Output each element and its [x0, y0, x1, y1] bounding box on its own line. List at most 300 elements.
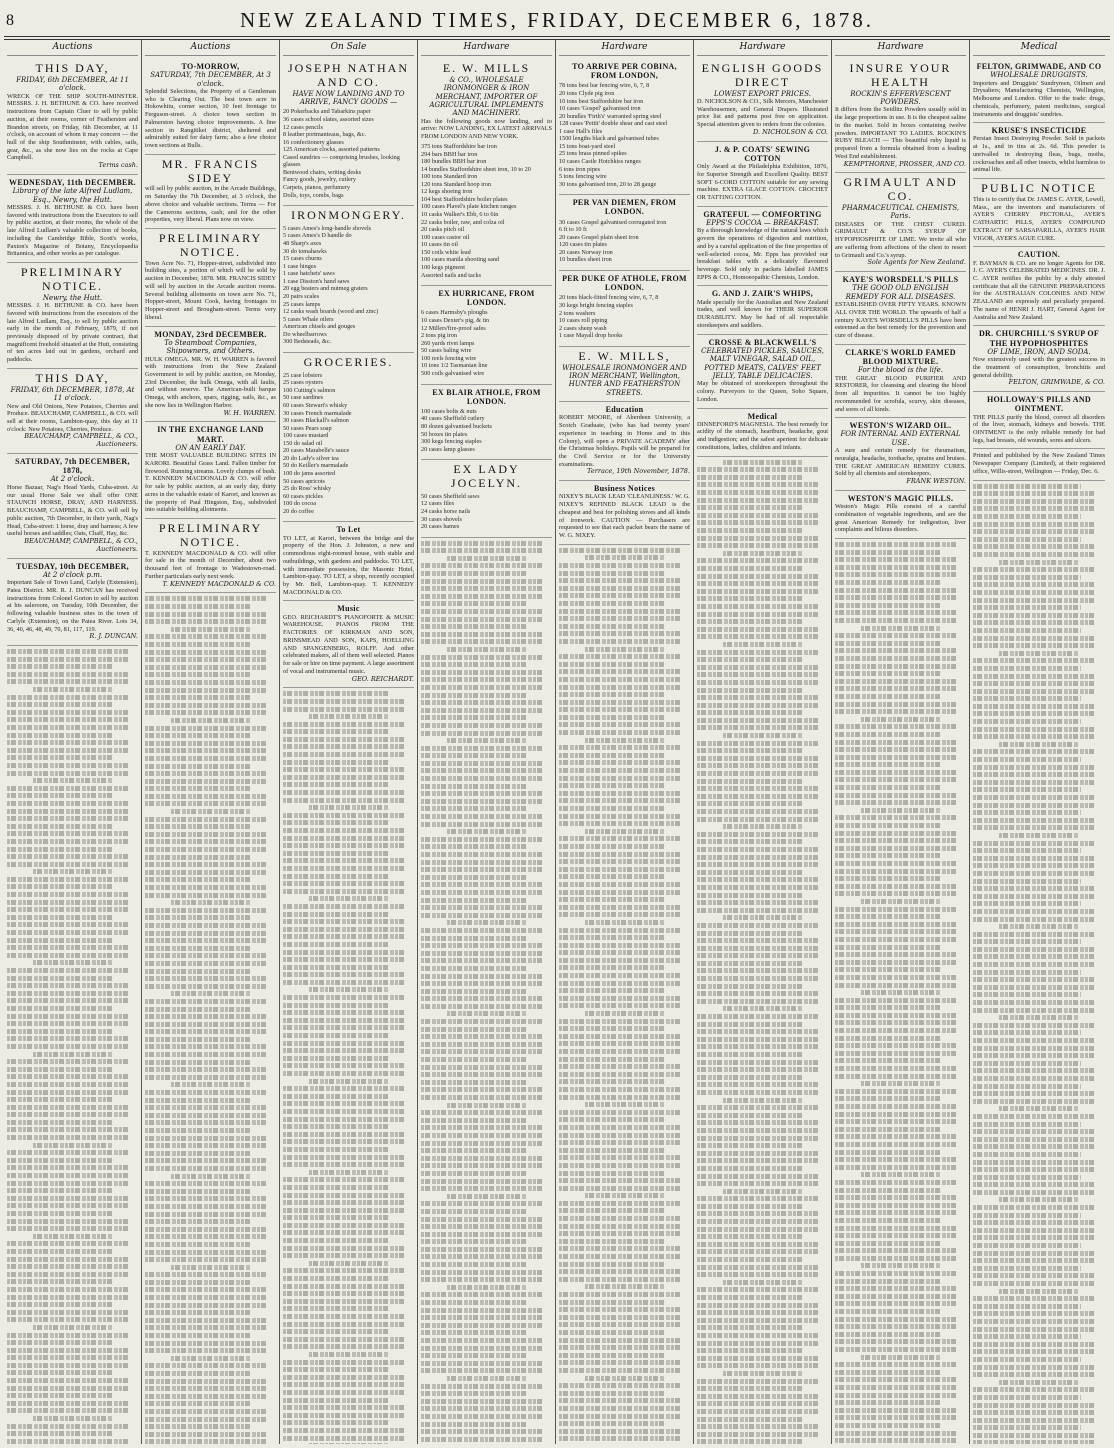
small-print-line: [421, 753, 528, 758]
small-print-line: [973, 871, 1094, 876]
small-print-line: [697, 695, 818, 700]
small-print-line: [421, 1027, 528, 1032]
advertisement: [7, 263, 138, 369]
goods-list: [421, 309, 552, 377]
small-print-line: [145, 1037, 252, 1042]
small-print-line: [835, 755, 956, 760]
small-print-line: [697, 801, 804, 806]
small-print-line: [697, 1211, 818, 1216]
small-print-line: [7, 945, 128, 950]
goods-list-item: 100 kegs pigment: [421, 263, 465, 271]
advertisement: [973, 326, 1105, 392]
small-print-line: [835, 1150, 942, 1155]
small-print-line: [559, 722, 680, 727]
small-print-line: [421, 1004, 542, 1009]
goods-list-item: 1 case hinges: [283, 262, 316, 270]
advertisement: [697, 409, 828, 457]
small-print-line: [861, 1172, 940, 1177]
small-print-line: [421, 1414, 542, 1419]
small-print-line: [421, 1209, 528, 1214]
small-print-line: [835, 1051, 956, 1056]
small-print-line: [973, 1122, 1081, 1127]
small-print-line: [835, 1226, 956, 1231]
small-print-texture: [283, 691, 414, 1444]
small-print-line: [145, 953, 266, 958]
small-print-line: [145, 877, 252, 882]
small-print-line: [973, 985, 1094, 990]
ad-subheading: CELEBRATED PICKLES, SAUCES, MALT VINEGAR, SALAD OIL, POTTED MEATS, CALVES' FEET JELLY, TABLE DELICACIES.: [701, 346, 824, 380]
small-print-line: [421, 814, 542, 819]
small-print-line: [697, 839, 804, 844]
small-print-line: [145, 596, 266, 601]
small-print-line: [973, 506, 1094, 511]
goods-list-item: 40 cases Sheffield cutlery: [421, 415, 485, 423]
small-print-line: [973, 1046, 1094, 1051]
small-print-line: [697, 953, 818, 958]
small-print-line: [973, 932, 1094, 937]
small-print-line: [145, 1432, 266, 1437]
small-print-line: [697, 1417, 804, 1422]
small-print-line: [283, 1155, 404, 1160]
small-print-line: [283, 1337, 404, 1342]
goods-list-item: 5 cases Whale oilers: [283, 315, 334, 323]
small-print-line: [835, 610, 956, 615]
small-print-line: [559, 601, 666, 606]
goods-list-item: 25 tons brass pinned spikes: [559, 150, 627, 158]
small-print-line: [973, 1266, 1081, 1271]
small-print-line: [421, 1125, 542, 1130]
small-print-line: [973, 1372, 1094, 1377]
advertisement: [973, 59, 1105, 123]
small-print-line: [973, 992, 1081, 997]
small-print-line: [421, 1080, 528, 1085]
goods-list-item: 60 cases pickles: [283, 492, 323, 500]
small-print-line: [973, 1099, 1094, 1104]
small-print-line: [283, 1420, 390, 1425]
ad-heading: IN THE EXCHANGE LAND MART.: [157, 425, 264, 444]
small-print-line: [421, 624, 528, 629]
small-print-line: [697, 1181, 818, 1186]
small-print-line: [973, 962, 1094, 967]
ad-heading: PRELIMINARY NOTICE.: [158, 521, 263, 549]
small-print-line: [723, 642, 802, 647]
goods-list-item: 30 cases Gospel galvanised corrugated iron: [559, 218, 667, 226]
small-print-line: [835, 1377, 956, 1382]
ad-body-text: Importers and Druggists' Sundrymen, Oilmen and Drysalters; Manufacturing Chemists, Wellington, Melbourne and London. Offer to the trade: drugs, chemicals, perfumery, patent medicines, surgical instruments and druggists' sundries.: [973, 79, 1105, 118]
small-print-line: [559, 1300, 666, 1305]
small-print-line: [835, 1301, 956, 1306]
small-print-line: [585, 1011, 664, 1016]
small-print-line: [973, 514, 1081, 519]
advertisement: [973, 123, 1105, 179]
small-print-line: [973, 1008, 1094, 1013]
column-7: [832, 40, 970, 1444]
small-print-line: [697, 725, 818, 730]
small-print-line: [835, 724, 956, 729]
advertisement: [283, 206, 414, 353]
small-print-line: [421, 989, 528, 994]
small-print-line: [585, 829, 664, 834]
goods-list-item: 30 kegs bright fencing staples: [559, 301, 633, 309]
small-print-line: [7, 771, 128, 776]
small-print-line: [7, 854, 128, 859]
small-print-line: [697, 1356, 818, 1361]
small-print-line: [835, 1188, 942, 1193]
goods-list-item: 50 case sardines: [283, 394, 324, 402]
small-print-line: [145, 1341, 266, 1346]
small-print-line: [145, 1067, 266, 1072]
ad-subheading: ROCKIN'S EFFERVESCENT POWDERS.: [850, 89, 951, 106]
small-print-line: [421, 1323, 542, 1328]
small-print-line: [559, 1353, 666, 1358]
small-print-line: [697, 1196, 818, 1201]
small-print-line: [835, 937, 956, 942]
small-print-line: [559, 571, 666, 576]
small-print-line: [697, 482, 818, 487]
small-print-line: [283, 1041, 404, 1046]
small-print-line: [145, 855, 252, 860]
ad-heading: ENGLISH GOODS DIRECT: [701, 61, 824, 89]
small-print-line: [973, 1190, 1094, 1195]
small-print-line: [973, 544, 1094, 549]
small-print-line: [697, 1204, 804, 1209]
ad-heading: THIS DAY,: [35, 61, 110, 75]
small-print-line: [559, 859, 680, 864]
small-print-line: [973, 1076, 1094, 1081]
small-print-line: [835, 1286, 956, 1291]
small-print-line: [697, 581, 818, 586]
small-print-line: [559, 988, 666, 993]
goods-list-item: 10 cases roll piping: [559, 317, 608, 325]
small-print-line: [145, 688, 266, 693]
small-print-line: [559, 768, 680, 773]
ad-body-text: ROBERT MOORE, of Aberdeen University, a Scotch Graduate, (who has had twenty years' experience in teaching in Home and in this Colony), will open a PRIVATE ACADEMY after the Christmas holidays. Pupils will be prepared for the Civil Service or for the University examinations.: [559, 414, 690, 468]
small-print-line: [973, 939, 1081, 944]
small-print-line: [7, 998, 128, 1003]
small-print-line: [283, 919, 404, 924]
small-print-line: [7, 1120, 114, 1125]
ad-heading: KAYE'S WORSDELL'S PILLS: [842, 275, 959, 285]
goods-list-item: Carpets, pianos, perfumery: [283, 184, 351, 191]
small-print-line: [559, 707, 680, 712]
small-print-line: [421, 943, 542, 948]
small-print-line: [697, 604, 818, 609]
small-print-line: [973, 886, 1094, 891]
goods-list-item: 50 cases baling wire: [421, 347, 472, 355]
small-print-line: [835, 869, 956, 874]
small-print-line: [145, 1272, 266, 1277]
column-header: Hardware: [421, 40, 552, 56]
small-print-line: [559, 1406, 680, 1411]
small-print-line: [585, 1193, 664, 1198]
small-print-line: [559, 776, 680, 781]
small-print-line: [559, 981, 680, 986]
small-print-line: [283, 767, 404, 772]
small-print-line: [421, 1262, 528, 1267]
small-print-line: [421, 1353, 528, 1358]
goods-list-item: 25 do Ross' whisky: [283, 485, 332, 493]
small-print-line: [835, 1423, 942, 1428]
small-print-line: [283, 957, 404, 962]
ad-subheading: WHOLESALE IRONMONGER AND IRON MERCHANT, Wellington, HUNTER AND FEATHERSTON STREETS.: [562, 363, 687, 397]
small-print-line: [283, 851, 390, 856]
small-print-line: [697, 893, 804, 898]
small-print-line: [145, 1394, 266, 1399]
small-print-line: [447, 647, 526, 652]
small-print-line: [7, 1067, 114, 1072]
small-print-line: [559, 852, 680, 857]
small-print-line: [421, 1338, 542, 1343]
small-print-line: [835, 975, 956, 980]
small-print-line: [7, 748, 128, 753]
goods-list: [421, 408, 552, 453]
small-print-line: [447, 920, 526, 925]
small-print-line: [559, 1429, 680, 1434]
small-print-line: [559, 730, 680, 735]
small-print-line: [421, 662, 528, 667]
small-print-line: [7, 862, 128, 867]
goods-list-item: 1 case Disston's hand saws: [283, 277, 350, 285]
small-print-line: [697, 1136, 818, 1141]
small-print-line: [145, 794, 266, 799]
small-print-line: [145, 657, 266, 662]
small-print-line: [559, 1292, 680, 1297]
small-print-line: [835, 648, 956, 653]
ad-heading: WESTON'S WIZARD OIL.: [849, 421, 952, 431]
ad-heading: MONDAY, 23rd DECEMBER.: [154, 329, 267, 339]
goods-list-item: 100 cases castor oil: [421, 233, 470, 241]
small-print-line: [835, 664, 956, 669]
small-print-line: [283, 1329, 390, 1334]
small-print-line: [835, 929, 956, 934]
small-print-line: [973, 674, 1094, 679]
column-3: [280, 40, 418, 1444]
small-print-line: [973, 1175, 1081, 1180]
ad-heading: PRELIMINARY NOTICE.: [158, 231, 263, 259]
goods-list-item: 1 case Mayall drop hooks: [559, 332, 623, 340]
small-print-line: [283, 912, 390, 917]
column-4: [418, 40, 556, 1444]
small-print-line: [421, 1361, 542, 1366]
small-print-line: [973, 970, 1081, 975]
small-print-line: [283, 1109, 404, 1114]
small-print-line: [697, 1022, 804, 1027]
small-print-line: [283, 1048, 404, 1053]
small-print-texture: [559, 548, 690, 1444]
small-print-line: [283, 1177, 404, 1182]
small-print-line: [559, 798, 680, 803]
ad-body-text: This is to certify that Dr. JAMES C. AYER, Lowell, Mass., are the inventors and manufacturers of AYER'S CHERRY PECTORAL, AYER'S CATHARTIC PILLS, AYER'S COMPOUND EXTRACT OF SARSAPARILLA, AYER'S HAIR VIGOR, AYER'S AGUE CURE.: [973, 195, 1105, 242]
small-print-line: [421, 776, 542, 781]
small-print-line: [7, 1097, 114, 1102]
small-print-line: [145, 801, 266, 806]
small-print-line: [283, 1162, 404, 1167]
small-print-line: [835, 1332, 942, 1337]
small-print-line: [973, 1152, 1081, 1157]
small-print-line: [145, 1158, 266, 1163]
small-print-line: [973, 1281, 1094, 1286]
goods-list-item: 20 cases Gospel plain sheet iron: [559, 233, 639, 241]
small-print-line: [835, 1180, 956, 1185]
column-8: [970, 40, 1108, 1444]
small-print-line: [421, 1186, 542, 1191]
small-print-line: [697, 756, 818, 761]
small-print-line: [835, 557, 956, 562]
small-print-line: [7, 900, 128, 905]
small-print-line: [973, 499, 1094, 504]
small-print-line: [999, 1289, 1078, 1294]
ad-heading: CROSSE & BLACKWELL'S: [708, 337, 817, 347]
small-print-line: [421, 974, 542, 979]
ad-signature: BEAUCHAMP, CAMPBELL, & CO., Auctioneers.: [24, 432, 138, 449]
advertisement: [835, 418, 966, 491]
small-print-line: [283, 820, 390, 825]
small-print-line: [835, 876, 942, 881]
ad-signature: T. KENNEDY MACDONALD & CO.: [162, 579, 276, 588]
small-print-line: [835, 1279, 942, 1284]
small-print-line: [973, 1160, 1094, 1165]
small-print-line: [421, 875, 528, 880]
small-print-line: [421, 936, 528, 941]
ad-body-text: Made specially for the Australian and New Zealand trades, and well known for THEIR SUPERIOR DURABILITY. May be had of all respectable storekeepers and saddlers.: [697, 298, 828, 329]
small-print-line: [283, 1025, 404, 1030]
small-print-line: [145, 726, 266, 731]
ad-subheading: FRIDAY, 6th DECEMBER, 1878, At 11 o'clock.: [10, 385, 135, 403]
small-print-line: [723, 1189, 802, 1194]
small-print-line: [283, 965, 390, 970]
small-print-line: [145, 938, 266, 943]
goods-list-item: 128 cases 'Pettit' double shear and cast steel: [559, 120, 668, 128]
ad-body-text: TO LET, at Karori, between the bridge and the property of the Hon. J. Johnston, a new and commodious eight-roomed house, with stable and outbuildings, with gardens and paddocks. TO LET, with immediate possession, the Masonic Hotel, Lambton-quay. TO LET, a shop, recently occupied by Mr. Bell, Lambton-quay. T. KENNEDY MACDONALD & CO.: [283, 534, 414, 596]
small-print-line: [861, 990, 940, 995]
small-print-line: [697, 1128, 818, 1133]
small-print-line: [559, 806, 666, 811]
goods-list-item: 100 do cocoa: [283, 500, 316, 508]
small-print-line: [283, 1215, 390, 1220]
ad-body-text: GEO. REICHARDT'S PIANOFORTE & MUSIC WAREHOUSE. PIANOS FROM THE FACTORIES OF KIRKMAN AND SON, BRINSMEAD AND SON, KAPS, HOELLING AND SPANGENBERG, ROLFF. And other celebrated makers, all of them well selected. Pianos for sale or hire on time payment. A large assortment of vocal and instrumental music.: [283, 613, 414, 675]
small-print-line: [145, 1029, 266, 1034]
small-print-line: [835, 1089, 956, 1094]
small-print-line: [171, 991, 250, 996]
small-print-line: [835, 983, 956, 988]
advertisement: [283, 522, 414, 601]
advertisement: [7, 369, 138, 454]
small-print-line: [283, 1071, 404, 1076]
small-print-line: [7, 1173, 128, 1178]
ad-signature: R. J. DUNCAN.: [89, 632, 138, 641]
small-print-line: [283, 1185, 390, 1190]
ad-subheading: For the blood is the life.: [858, 366, 943, 375]
advertisement: [421, 286, 552, 384]
small-print-line: [145, 1318, 266, 1323]
small-print-line: [145, 984, 266, 989]
small-print-line: [973, 719, 1081, 724]
small-print-line: [7, 702, 114, 707]
small-print-line: [283, 866, 404, 871]
small-print-line: [559, 836, 680, 841]
small-print-line: [283, 790, 404, 795]
small-print-line: [835, 1157, 956, 1162]
small-print-line: [33, 1416, 112, 1421]
small-print-line: [145, 710, 266, 715]
small-print-line: [559, 1049, 680, 1054]
small-print-line: [835, 800, 956, 805]
small-print-line: [697, 1014, 818, 1019]
small-print-line: [973, 825, 1094, 830]
small-print-line: [145, 1105, 266, 1110]
small-print-line: [145, 665, 266, 670]
small-print-line: [145, 764, 252, 769]
goods-list-item: 12 kegs shoeing iron: [421, 188, 473, 196]
small-print-line: [697, 862, 818, 867]
small-print-line: [283, 1230, 404, 1235]
goods-list-item: Cased sundries — comprising brushes, looking glasses: [283, 153, 400, 169]
small-print-line: [697, 558, 818, 563]
small-print-line: [421, 670, 542, 675]
goods-list-item: 6 ft to 10 ft: [559, 226, 587, 234]
small-print-line: [421, 693, 528, 698]
goods-list-item: 30 cases shovels: [421, 515, 462, 523]
small-print-line: [835, 884, 956, 889]
small-print-line: [559, 1095, 680, 1100]
small-print-line: [145, 1310, 252, 1315]
small-print-line: [999, 1106, 1078, 1111]
small-print-line: [559, 912, 680, 917]
small-print-line: [7, 1401, 128, 1406]
small-print-line: [7, 976, 114, 981]
goods-list-item: 1 case Hall's files: [559, 127, 603, 135]
small-print-line: [421, 913, 542, 918]
small-print-line: [835, 1370, 942, 1375]
goods-list-item: 36 cases school slates, assorted sizes: [283, 115, 374, 123]
small-print-line: [7, 755, 114, 760]
small-print-line: [283, 1193, 404, 1198]
small-print-line: [835, 1233, 956, 1238]
small-print-line: [835, 1195, 956, 1200]
small-print-line: [861, 717, 940, 722]
small-print-line: [7, 892, 128, 897]
ad-body-text: Has the following goods now landing, and to arrive: NOW LANDING, EX LATEST ARRIVALS FROM LONDON AND NEW YORK.: [421, 117, 552, 141]
small-print-line: [421, 1308, 542, 1313]
ad-heading: PRELIMINARY NOTICE.: [20, 265, 125, 293]
small-print-line: [697, 1037, 818, 1042]
small-print-line: [283, 1367, 390, 1372]
ad-body-text: DISEASES OF THE CHEST CURED. GRIMAULT & CO.'S SYRUP OF HYPOPHOSPHITE OF LIME. We invite all who are suffering from affections of the chest to resort to Grimault and Co.'s syrup.: [835, 220, 966, 259]
small-print-line: [309, 896, 388, 901]
small-print-line: [447, 1103, 526, 1108]
small-print-line: [7, 1370, 114, 1375]
small-print-line: [421, 715, 528, 720]
goods-list-item: 15 tons boat-yard steel: [559, 142, 616, 150]
small-print-line: [973, 1403, 1094, 1408]
small-print-line: [697, 748, 804, 753]
small-print-line: [421, 958, 542, 963]
goods-list-item: 20 cases Marabelle's sauce: [283, 447, 350, 455]
small-print-line: [283, 691, 390, 696]
small-print-line: [697, 672, 818, 677]
small-print-line: [697, 1060, 818, 1065]
small-print-line: [835, 777, 956, 782]
ad-subheading: At 2 o'clock p.m.: [42, 570, 103, 579]
small-print-line: [171, 809, 250, 814]
small-print-line: [835, 732, 942, 737]
small-print-line: [559, 586, 680, 591]
small-print-line: [145, 931, 266, 936]
ad-subheading: THE GOOD OLD ENGLISH REMEDY FOR ALL DISEASES.: [845, 284, 956, 301]
small-print-line: [973, 658, 1094, 663]
small-print-line: [283, 1124, 390, 1129]
small-print-line: [7, 839, 128, 844]
